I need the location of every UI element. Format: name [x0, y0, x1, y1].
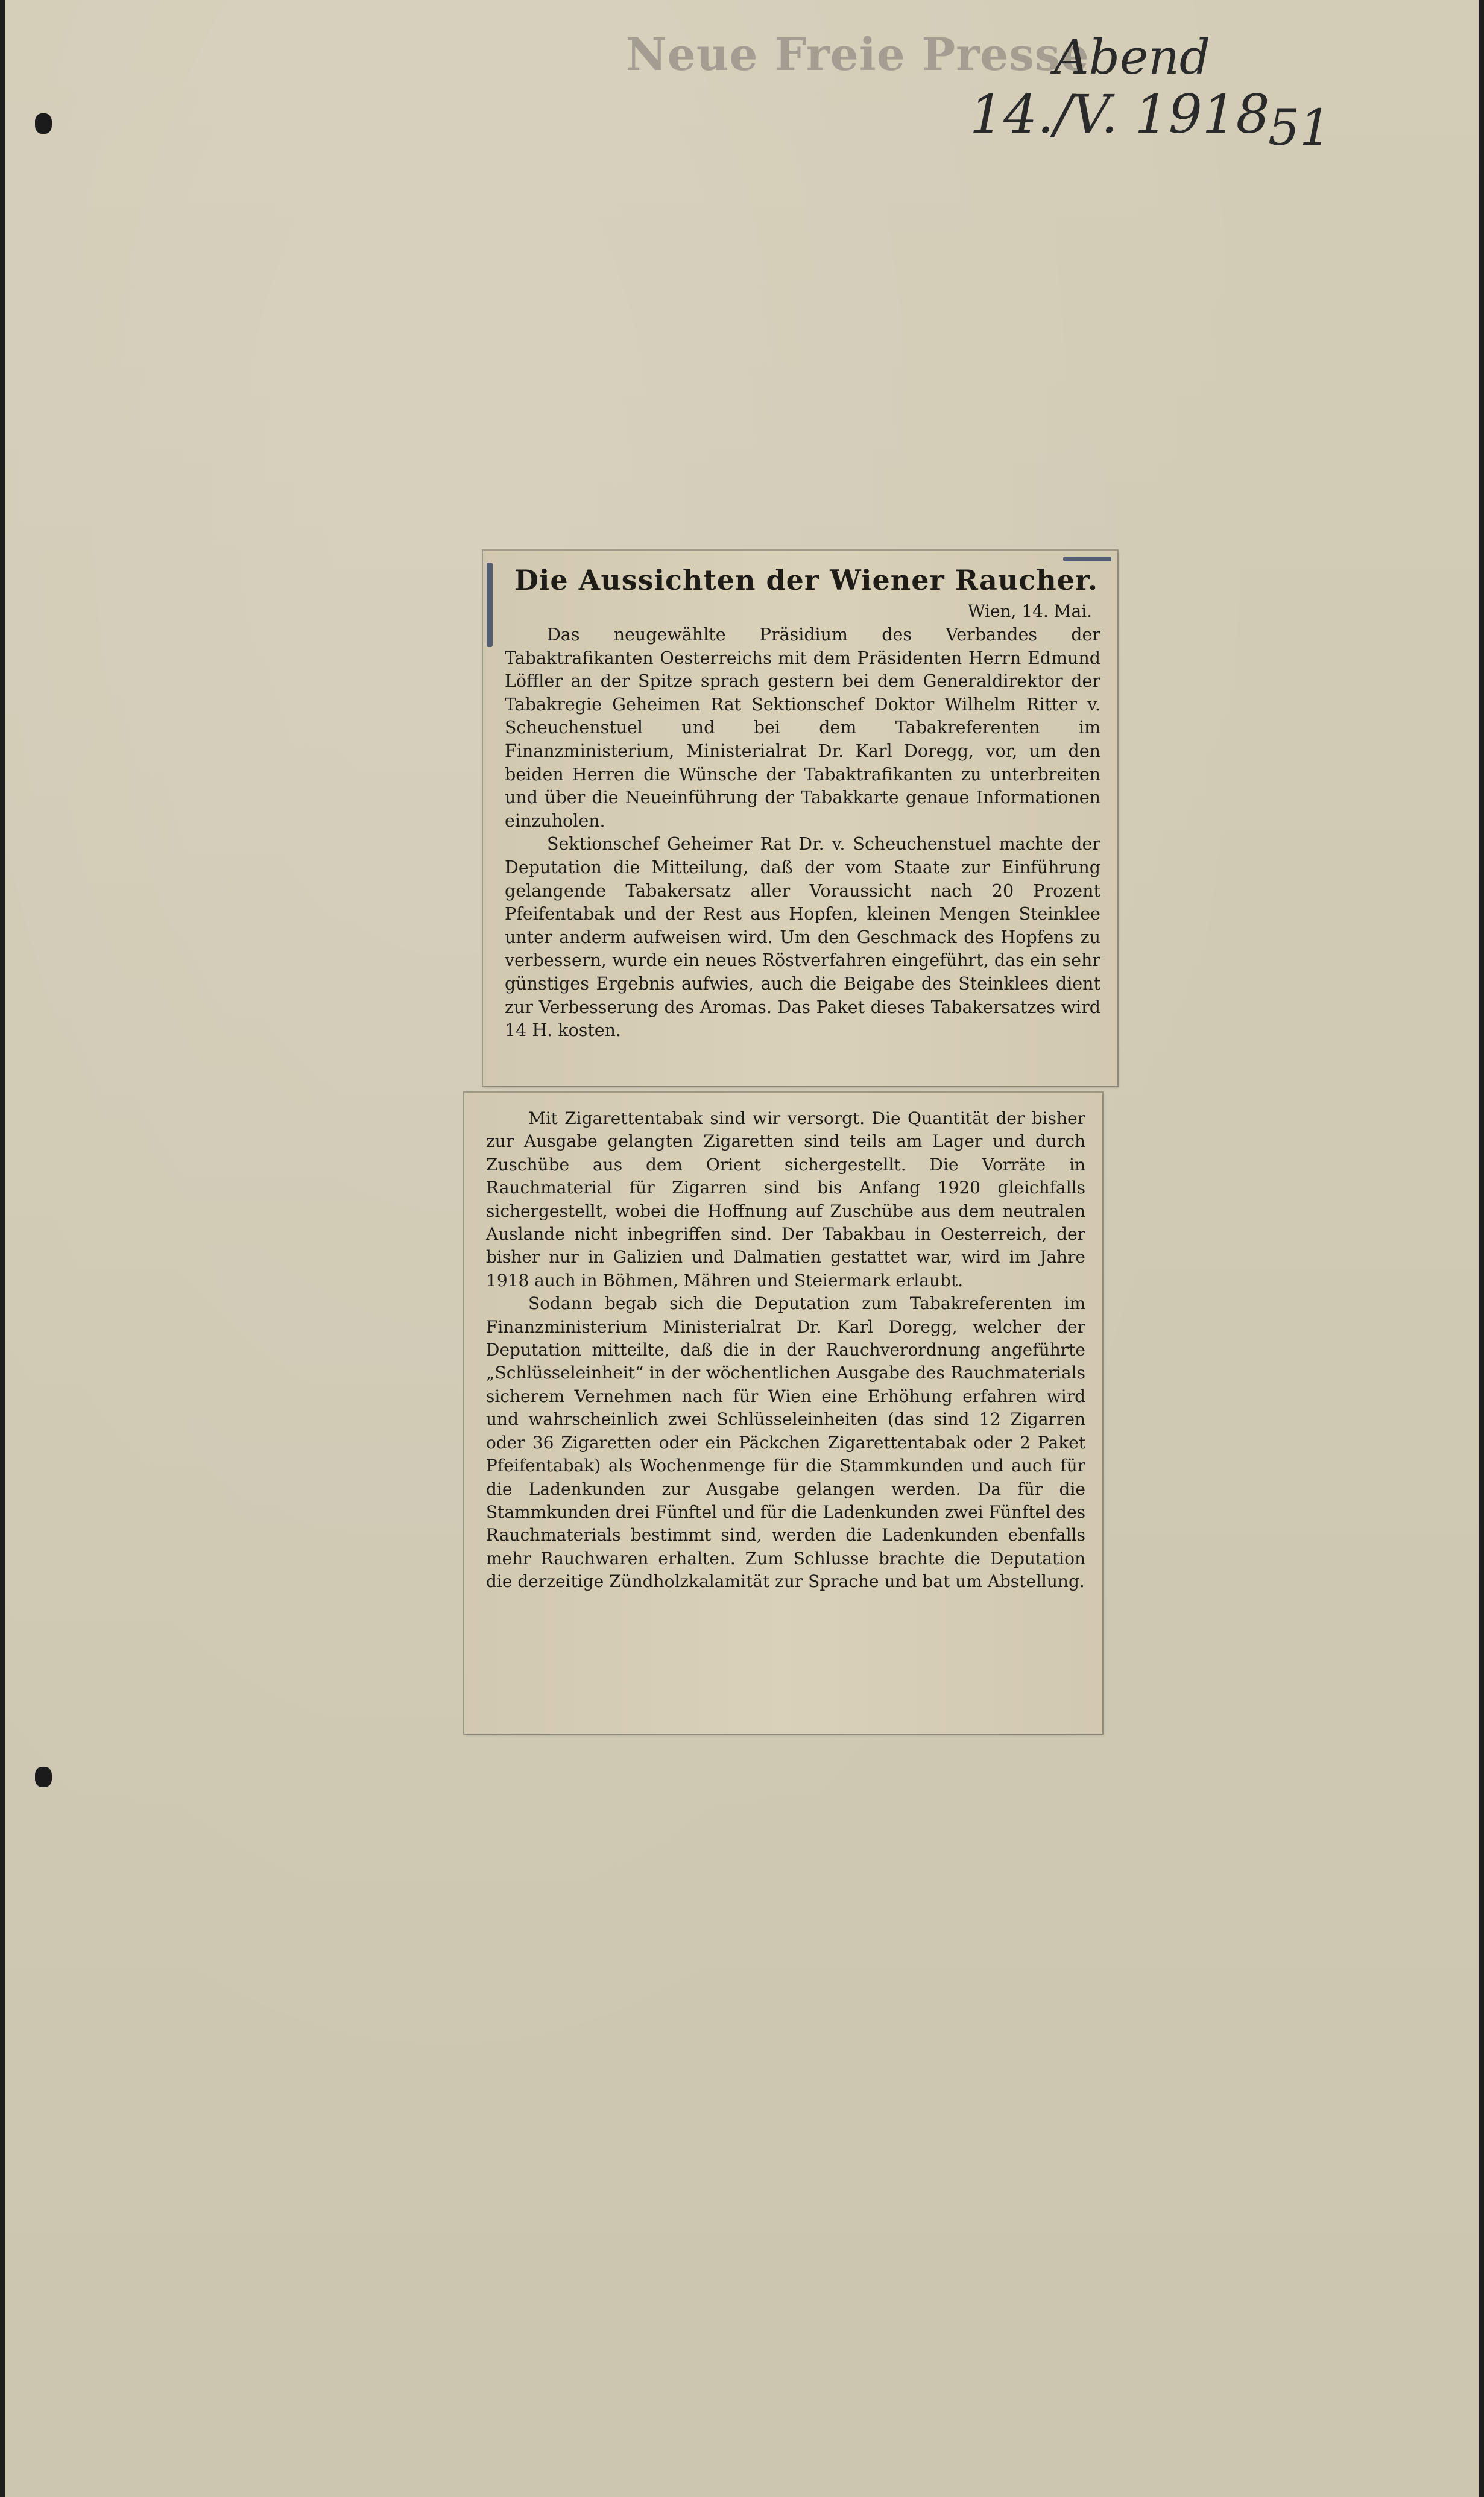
- article-body-part-2: [464, 1093, 1102, 1594]
- handwritten-edition: Abend: [1054, 29, 1211, 85]
- punch-hole-top: [35, 113, 52, 134]
- paragraph: Sektionschef Geheimer Rat Dr. v. Scheuchenstuel machte der Deputation die Mitteilung, daß der vom Staate zur Einführung gelangende Tabakersatz aller Voraussicht nach 20 Prozent Pfeifentabak und der Rest aus Hopfen, kleinen Mengen Steinklee unter anderm aufweisen wird. Um den Geschmack des Hopfens zu verbessern, wurde ein neues Röstverfahren eingeführt, das ein sehr günstiges Ergebnis aufwies, auch die Beigabe des Steinklees dient zur Verbesserung des Aromas. Das Paket dieses Tabakersatzes wird 14 H. kosten.: [505, 834, 1100, 1041]
- paragraph: Sodann begab sich die Deputation zum Tabakreferenten im Finanzministerium Ministerialrat Dr. Karl Doregg, welcher der Deputation mitteilte, daß die in der Rauchverordnung angeführte „Schlüsseleinheit“ in der wöchentlichen Ausgabe des Rauchmaterials sicherem Vernehmen nach für Wien eine Erhöhung erfahren wird und wahrscheinlich zwei Schlüsseleinheiten (das sind 12 Zigarren oder 36 Zigaretten oder ein Päckchen Zigarettentabak oder 2 Paket Pfeifentabak) als Wochenmenge für die Stammkunden und auch für die Ladenkunden zur Ausgabe gelangen werden. Da für die Stammkunden drei Fünftel und für die Ladenkunden zwei Fünftel des Rauchmaterials bestimmt sind, werden die Ladenkunden ebenfalls mehr Rauchwaren erhalten. Zum Schlusse brachte die Deputation die derzeitige Zündholzkalamität zur Sprache und bat um Abstellung.: [486, 1293, 1085, 1592]
- clipping-part-2: [464, 1093, 1102, 1734]
- article-headline: Die Aussichten der Wiener Raucher.: [514, 564, 1098, 596]
- ink-mark: [1063, 557, 1111, 561]
- handwritten-date: 14./V. 1918: [970, 83, 1270, 145]
- punch-hole-bottom: [35, 1767, 52, 1787]
- paragraph: Das neugewählte Präsidium des Verbandes der Tabaktrafikanten Oesterreichs mit dem Präsidenten Herrn Edmund Löffler an der Spitze sprach gestern bei dem Generaldirektor der Tabakregie Geheimen Rat Sektionschef Doktor Wilhelm Ritter v. Scheuchenstuel und bei dem Tabakreferenten im Finanzministerium, Ministerialrat Dr. Karl Doregg, vor, um den beiden Herren die Wünsche der Tabaktrafikanten zu unterbreiten und über die Neueinführung der Tabakkarte genaue Informationen einzuholen.: [505, 625, 1100, 831]
- clipping-part-1: [483, 551, 1117, 1086]
- newspaper-name-stamp: Neue Freie Presse: [626, 29, 1090, 81]
- paragraph: Mit Zigarettentabak sind wir versorgt. Die Quantität der bisher zur Ausgabe gelangten Zigaretten sind teils am Lager und durch Zuschübe aus dem Orient sichergestellt. Die Vorräte in Rauchmaterial für Zigarren sind bis Anfang 1920 gleichfalls sichergestellt, wobei die Hoffnung auf Zuschübe aus dem neutralen Auslande nicht inbegriffen sind. Der Tabakbau in Oesterreich, der bisher nur in Galizien und Dalmatien gestattet war, wird im Jahre 1918 auch in Böhmen, Mähren und Steiermark erlaubt.: [486, 1108, 1085, 1290]
- archive-sheet: [5, 0, 1479, 2497]
- ink-mark: [487, 563, 493, 647]
- article-dateline: Wien, 14. Mai.: [967, 601, 1092, 621]
- handwritten-page-number: 51: [1268, 99, 1331, 157]
- article-body-part-1: [483, 621, 1117, 1043]
